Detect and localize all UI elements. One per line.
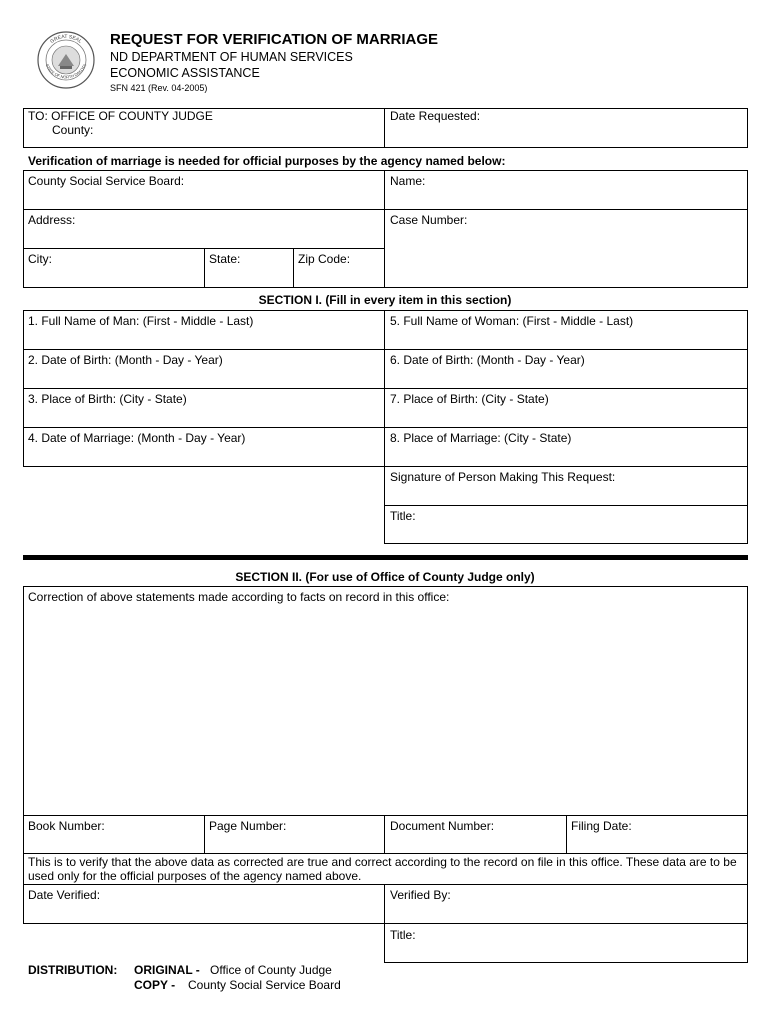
address-field[interactable]: Address: xyxy=(28,213,76,227)
filing-date-field[interactable]: Filing Date: xyxy=(571,819,632,833)
woman-full-name-field[interactable]: 5. Full Name of Woman: (First - Middle - Last) xyxy=(390,314,634,328)
agency-heading: Verification of marriage is needed for official purposes by the agency named below: xyxy=(28,154,506,168)
man-dob-field[interactable]: 2. Date of Birth: (Month - Day - Year) xyxy=(28,353,223,367)
date-verified-field[interactable]: Date Verified: xyxy=(28,888,101,902)
section-divider xyxy=(23,555,748,560)
county-field[interactable]: County: xyxy=(52,123,94,137)
section2-heading: SECTION II. (For use of Office of County Judge only) xyxy=(235,570,535,584)
marriage-date-field[interactable]: 4. Date of Marriage: (Month - Day - Year) xyxy=(28,431,246,445)
seal-text-top: GREAT SEAL xyxy=(49,33,83,45)
zip-field[interactable]: Zip Code: xyxy=(298,252,351,266)
form-number: SFN 421 (Rev. 04-2005) xyxy=(110,83,208,93)
state-seal-icon xyxy=(36,30,96,90)
copy-label: COPY - xyxy=(134,978,176,992)
man-full-name-field[interactable]: 1. Full Name of Man: (First - Middle - Last) xyxy=(28,314,254,328)
department-name: ND DEPARTMENT OF HUMAN SERVICES xyxy=(110,50,353,64)
city-field[interactable]: City: xyxy=(28,252,52,266)
marriage-place-field[interactable]: 8. Place of Marriage: (City - State) xyxy=(390,431,572,445)
book-number-field[interactable]: Book Number: xyxy=(28,819,105,833)
correction-field[interactable]: Correction of above statements made according to facts on record in this office: xyxy=(28,590,450,604)
state-field[interactable]: State: xyxy=(209,252,241,266)
woman-birthplace-field[interactable]: 7. Place of Birth: (City - State) xyxy=(390,392,549,406)
woman-dob-field[interactable]: 6. Date of Birth: (Month - Day - Year) xyxy=(390,353,585,367)
date-requested-field[interactable]: Date Requested: xyxy=(390,109,481,123)
name-field[interactable]: Name: xyxy=(390,174,426,188)
section1-heading: SECTION I. (Fill in every item in this section) xyxy=(258,293,512,307)
distribution-label: DISTRIBUTION: xyxy=(28,963,118,977)
svg-text:GREAT SEAL xyxy=(49,34,83,45)
copy-recipient: County Social Service Board xyxy=(188,978,341,992)
man-birthplace-field[interactable]: 3. Place of Birth: (City - State) xyxy=(28,392,187,406)
seal-text-bottom: STATE OF NORTH DAKOTA xyxy=(44,63,88,80)
to-office-label: TO: OFFICE OF COUNTY JUDGE xyxy=(28,109,213,123)
document-number-field[interactable]: Document Number: xyxy=(390,819,495,833)
verifier-title-field[interactable]: Title: xyxy=(390,928,416,942)
verified-by-field[interactable]: Verified By: xyxy=(390,888,451,902)
signature-field[interactable]: Signature of Person Making This Request: xyxy=(390,470,616,484)
board-field[interactable]: County Social Service Board: xyxy=(28,174,185,188)
requester-title-field[interactable]: Title: xyxy=(390,509,416,523)
form-title: REQUEST FOR VERIFICATION OF MARRIAGE xyxy=(110,31,439,48)
case-number-field[interactable]: Case Number: xyxy=(390,213,468,227)
original-label: ORIGINAL - xyxy=(134,963,200,977)
verification-statement: This is to verify that the above data as corrected are true and correct according to the record on file in this office. These data are to be used only for the official purposes of the agency named above. xyxy=(28,855,737,883)
page-number-field[interactable]: Page Number: xyxy=(209,819,287,833)
division-name: ECONOMIC ASSISTANCE xyxy=(110,66,260,80)
original-recipient: Office of County Judge xyxy=(210,963,332,977)
